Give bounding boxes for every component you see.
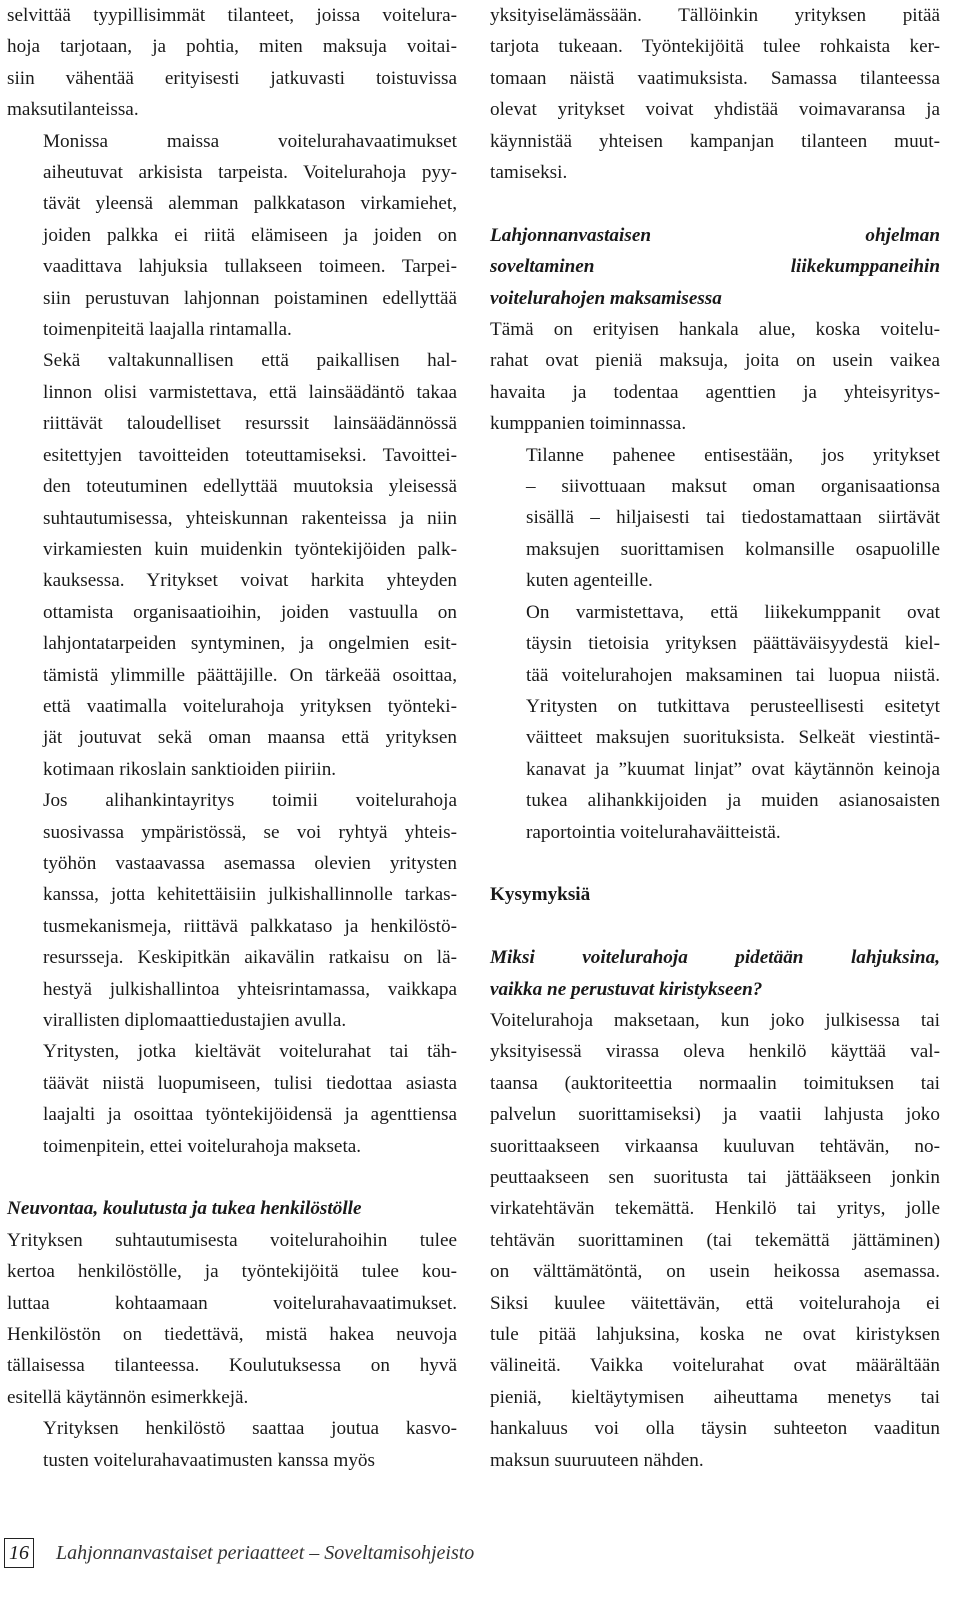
- text-line: Sekä valtakunnallisen että paikallisen hal-: [43, 350, 457, 372]
- paragraph: [490, 1005, 940, 1476]
- text-line: tämistä ylimmille päättäjille. On tärkeää osoittaa,: [43, 664, 457, 686]
- text-line: suhtautumisessa, yhteiskunnan rakenteissa ja niin: [43, 507, 457, 529]
- text-line: Voitelurahoja maksetaan, kun joko julkisessa tai: [490, 1009, 940, 1031]
- text-line: kanssa, jotta kehitettäisiin julkishallinnolle tarkas-: [43, 884, 457, 906]
- text-line: väitteet maksujen suorituksista. Selkeät viestintä-: [526, 727, 940, 749]
- text-line: pieniä, kieltäytymisen aiheuttama menetys tai: [490, 1386, 940, 1408]
- text-line: selvittää tyypillisimmät tilanteet, joissa voitelura-: [7, 5, 457, 26]
- text-line: tusten voitelurahavaatimusten kanssa myös: [43, 1449, 375, 1471]
- text-line: suorittaakseen virkaansa kuuluvan tehtävän, no-: [490, 1135, 940, 1157]
- text-line: laajalti ja osoittaa työntekijöidensä ja agenttiensa: [43, 1104, 457, 1126]
- text-line: Tämä on erityisen hankala alue, koska voitelu-: [490, 319, 940, 341]
- text-line: toimenpiteitä laajalla rintamalla.: [43, 319, 292, 341]
- paragraph: [7, 1413, 457, 1476]
- text-line: esitellä käytännön esimerkkejä.: [7, 1386, 249, 1408]
- text-line: tomaan näistä vaatimuksista. Samassa tilanteessa: [490, 67, 940, 89]
- text-line: tävät yleensä alemman palkkatason virkamiehet,: [43, 193, 457, 215]
- text-line: tää voitelurahojen maksaminen tai luopua niistä.: [526, 664, 940, 686]
- text-line: Miksi voitelurahoja pidetään lahjuksina,: [490, 947, 940, 969]
- text-line: aiheutuvat arkisista tarpeista. Voitelurahoja pyy-: [43, 162, 457, 184]
- text-line: esitettyjen tavoitteiden toteuttamiseksi. Tavoittei-: [43, 444, 457, 466]
- text-line: joiden palkka ei riitä elämiseen ja joiden on: [43, 224, 457, 246]
- text-line: maksujen suorittamisen kolmansille osapuolille: [526, 538, 940, 560]
- text-line: voitelurahojen maksamisessa: [490, 287, 722, 309]
- text-line: kuten agenteille.: [526, 570, 653, 592]
- text-line: tehtävän suorittaminen (tai tekemättä jättäminen): [490, 1229, 940, 1251]
- text-line: Yrityksen henkilöstö saattaa joutua kasvo-: [43, 1418, 457, 1440]
- paragraph: [7, 0, 457, 126]
- text-line: kotimaan rikoslain sanktioiden piiriin.: [43, 758, 337, 780]
- text-line: käynnistää yhteisen kampanjan tilanteen muut-: [490, 130, 940, 152]
- text-line: Jos alihankintayritys toimii voitelurahoja: [43, 790, 457, 812]
- text-line: rahat ovat pieniä maksuja, joita on usein vaikea: [490, 350, 940, 372]
- text-line: kumppanien toiminnassa.: [490, 413, 687, 435]
- paragraph: [490, 0, 940, 188]
- text-line: ottamista organisaatioihin, joiden vastuulla on: [43, 601, 457, 623]
- text-line: hoja tarjotaan, ja pohtia, miten maksuja voitai-: [7, 36, 457, 58]
- paragraph: [7, 345, 457, 785]
- paragraph: [490, 440, 940, 597]
- text-line: täävät niistä luopumiseen, tulisi tiedottaa asiasta: [43, 1072, 457, 1094]
- text-line: Yritysten, jotka kieltävät voitelurahat tai täh-: [43, 1041, 457, 1063]
- text-line: siin perustuvan lahjonnan poistaminen edellyttää: [43, 287, 457, 309]
- question-heading: [490, 942, 940, 1005]
- section-heading: [490, 220, 940, 314]
- right-column: [490, 0, 940, 1476]
- text-line: palvelun suorittamiseksi) ja vaatii lahjusta joko: [490, 1104, 940, 1126]
- text-line: maksutilanteissa.: [7, 99, 139, 121]
- text-line: On varmistettava, että liikekumppanit ovat: [526, 601, 940, 623]
- text-line: yksityisessä virassa oleva henkilö käyttää val-: [490, 1041, 940, 1063]
- text-line: virkamiesten kuin muidenkin työntekijöiden palk-: [43, 538, 457, 560]
- text-line: kauksessa. Yritykset voivat harkita yhteyden: [43, 570, 457, 592]
- section-heading: Neuvontaa, koulutusta ja tukea henkilöstölle: [7, 1198, 362, 1220]
- text-line: välineitä. Vaikka voitelurahat ovat määrältään: [490, 1355, 940, 1377]
- spacer: [7, 1162, 457, 1193]
- text-line: Yrityksen suhtautumisesta voitelurahoihin tulee: [7, 1229, 457, 1251]
- spacer: [490, 188, 940, 219]
- left-column: [7, 0, 457, 1476]
- text-line: siin vähentää erityisesti jatkuvasti toistuvissa: [7, 67, 457, 89]
- text-line: tällaisessa tilanteessa. Koulutuksessa on hyvä: [7, 1355, 457, 1377]
- text-line: – siivottuaan maksut oman organisaationsa: [526, 476, 940, 498]
- spacer: [490, 911, 940, 942]
- text-line: kertoa henkilöstölle, ja työntekijöitä tulee kou-: [7, 1261, 457, 1283]
- paragraph: [7, 785, 457, 1036]
- text-line: Siksi kuulee väitettävän, että voitelurahoja ei: [490, 1292, 940, 1314]
- text-line: Tilanne pahenee entisestään, jos yritykset: [526, 444, 940, 466]
- text-line: havaita ja todentaa agenttien ja yhteisyritys-: [490, 381, 940, 403]
- text-line: vaikka ne perustuvat kiristykseen?: [490, 978, 763, 1000]
- text-line: jät joutuvat sekä oman maansa että yrityksen: [43, 727, 457, 749]
- text-line: raportointia voitelurahaväitteistä.: [526, 821, 781, 843]
- text-line: soveltaminen liikekumppaneihin: [490, 256, 940, 278]
- section-heading: Kysymyksiä: [490, 884, 591, 906]
- text-line: tamiseksi.: [490, 162, 568, 184]
- text-line: maksun suuruuteen nähden.: [490, 1449, 704, 1471]
- text-line: sisällä – hiljaisesti tai tiedostamattaan siirtävät: [526, 507, 940, 529]
- text-line: resursseja. Keskipitkän aikavälin ratkaisu on lä-: [43, 947, 457, 969]
- page-number: 16: [4, 1538, 34, 1568]
- text-line: on välttämätöntä, on usein heikossa asemassa.: [490, 1261, 940, 1283]
- text-line: Henkilöstön on tiedettävä, mistä hakea neuvoja: [7, 1324, 457, 1346]
- text-line: että vaatimalla voitelurahoja yrityksen työnteki-: [43, 695, 457, 717]
- text-line: linnon olisi varmistettava, että lainsäädäntö takaa: [43, 381, 457, 403]
- text-line: olevat yritykset voivat yhdistää voimavaransa ja: [490, 99, 940, 121]
- text-line: täysin tietoisia yrityksen päättäväisyydestä kiel-: [526, 633, 940, 655]
- text-line: virkatehtävän tekemättä. Henkilö tai yritys, jolle: [490, 1198, 940, 1220]
- text-line: Lahjonnanvastaisen ohjelman: [490, 224, 940, 246]
- text-line: Monissa maissa voitelurahavaatimukset: [43, 130, 457, 152]
- text-line: lahjontatarpeiden syntyminen, ja ongelmien esit-: [43, 633, 457, 655]
- text-line: vaadittava lahjuksia tullakseen toimeen. Tarpei-: [43, 256, 457, 278]
- footer-title: Lahjonnanvastaiset periaatteet – Soveltamisohjeisto: [56, 1541, 475, 1564]
- text-line: tusmekanismeja, riittävä palkkataso ja henkilöstö-: [43, 915, 457, 937]
- text-line: Yritysten on tutkittava perusteellisesti esitetyt: [526, 695, 940, 717]
- text-line: yksityiselämässään. Tällöinkin yrityksen pitää: [490, 5, 940, 26]
- text-line: tarjota tukeaan. Työntekijöitä tulee rohkaista ker-: [490, 36, 940, 58]
- page-footer: [4, 1536, 474, 1570]
- text-line: peuttaakseen sen suoritusta tai jättääkseen jonkin: [490, 1166, 940, 1188]
- text-line: tukea alihankkijoiden ja muiden asianosaisten: [526, 790, 940, 812]
- paragraph: [490, 314, 940, 440]
- paragraph: [490, 597, 940, 848]
- text-line: tule pitää lahjuksina, koska ne ovat kiristyksen: [490, 1324, 940, 1346]
- text-line: työhön vastaavassa asemassa olevien yritysten: [43, 852, 457, 874]
- text-line: hestyä julkishallintoa yhteisrintamassa, vaikkapa: [43, 978, 457, 1000]
- text-line: virallisten diplomaattiedustajien avulla.: [43, 1010, 347, 1031]
- paragraph: [7, 1036, 457, 1162]
- text-line: kanavat ja ”kuumat linjat” ovat käytännön keinoja: [526, 758, 940, 780]
- text-line: hankaluus voi olla täysin suhteeton vaaditun: [490, 1418, 940, 1440]
- text-line: riittävät taloudelliset resurssit lainsäädännössä: [43, 413, 457, 435]
- text-line: suosivassa ympäristössä, se voi ryhtyä yhteis-: [43, 821, 457, 843]
- text-line: taansa (auktoriteettia normaalin toimituksen tai: [490, 1072, 940, 1094]
- text-line: toimenpitein, ettei voitelurahoja makseta.: [43, 1135, 362, 1157]
- spacer: [490, 848, 940, 879]
- paragraph: [7, 126, 457, 346]
- text-line: den toteutuminen edellyttää muutoksia yleisessä: [43, 476, 457, 498]
- text-line: luttaa kohtaamaan voitelurahavaatimukset.: [7, 1292, 457, 1314]
- paragraph: [7, 1225, 457, 1413]
